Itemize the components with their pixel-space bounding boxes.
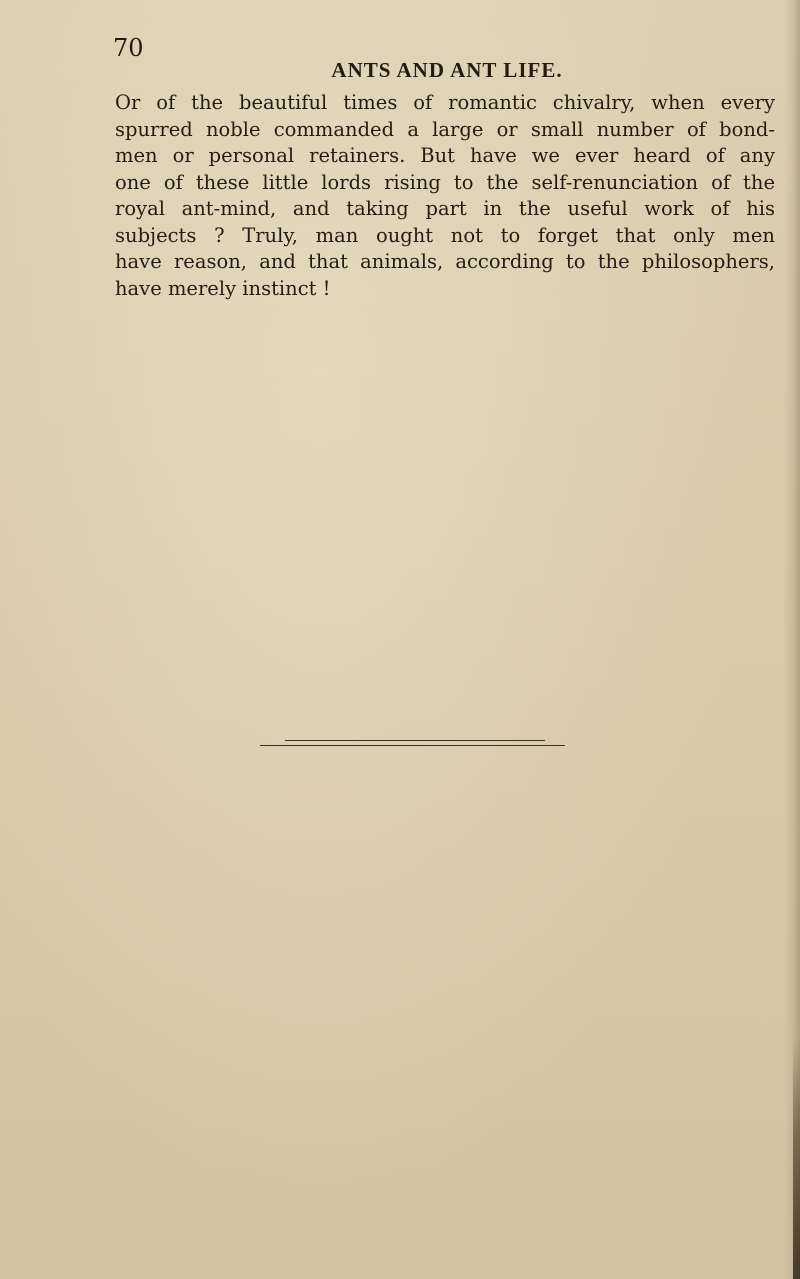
text-line: spurred noble commanded a large or small number of bond- [115, 117, 775, 141]
section-divider-rule [260, 745, 565, 746]
text-line: one of these little lords rising to the self-renunciation of the [115, 170, 775, 194]
page-number: 70 [113, 34, 144, 62]
page-edge-binding [793, 1040, 800, 1279]
text-line: have reason, and that animals, according to the philosophers, [115, 250, 775, 273]
text-line: have merely instinct ! [115, 276, 331, 300]
paragraph [115, 90, 775, 302]
running-head: ANTS AND ANT LIFE. [331, 58, 563, 82]
text-line: men or personal retainers. But have we ever heard of any [115, 144, 775, 167]
section-divider-rule [285, 740, 545, 741]
text-line: subjects ? Truly, man ought not to forget that only men [115, 223, 775, 247]
text-line: Or of the beautiful times of romantic chivalry, when every [115, 91, 775, 114]
text-line: royal ant-mind, and taking part in the useful work of his [115, 197, 775, 220]
